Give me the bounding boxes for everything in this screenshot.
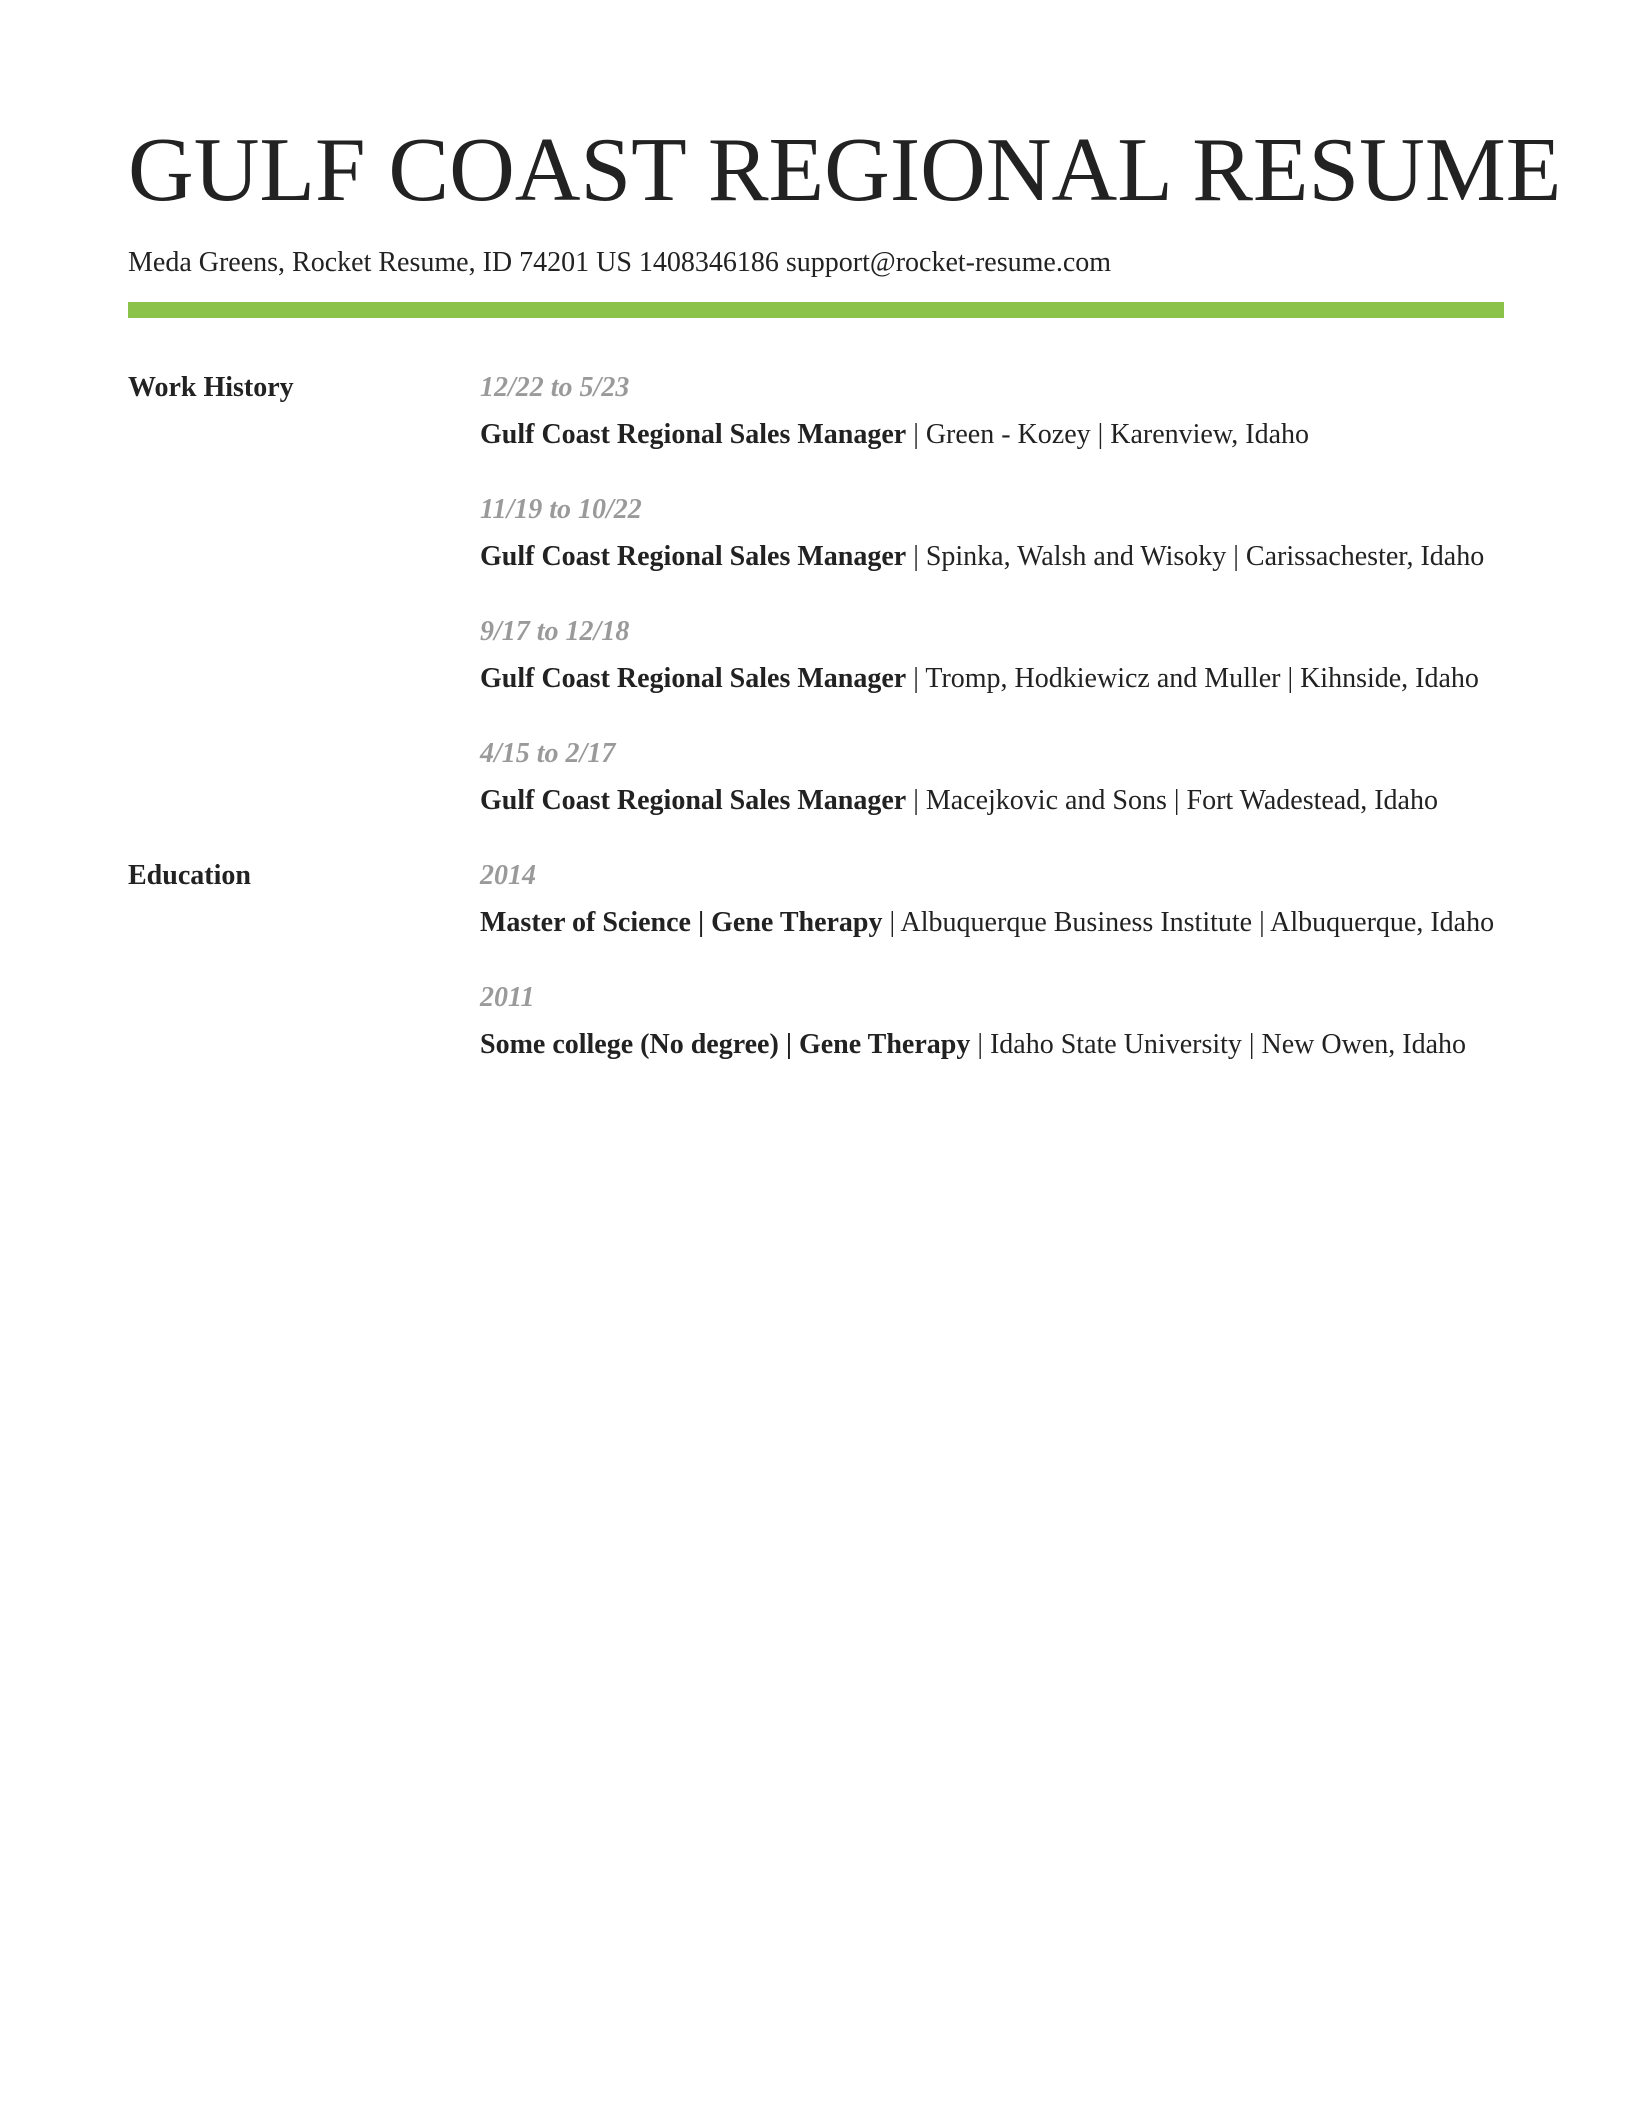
- education-entries: [480, 860, 1504, 1066]
- entry-line: [480, 780, 1504, 822]
- entry-title: Some college (No degree) | Gene Therapy: [480, 1029, 971, 1060]
- education-entry: [480, 982, 1504, 1066]
- entry-title: Gulf Coast Regional Sales Manager: [480, 419, 907, 450]
- resume-title: GULF COAST REGIONAL RESUME: [128, 119, 1562, 220]
- work-history-section: [128, 372, 1504, 822]
- entry-date: 11/19 to 10/22: [480, 494, 642, 525]
- entry-date: 2011: [480, 982, 535, 1013]
- entry-details: | Spinka, Walsh and Wisoky | Carissachester, Idaho: [906, 541, 1485, 572]
- entry-date: 2014: [480, 860, 536, 891]
- education-section: [128, 860, 1504, 1066]
- header-divider: [128, 302, 1504, 318]
- entry-date: 12/22 to 5/23: [480, 372, 630, 403]
- entry-title: Master of Science | Gene Therapy: [480, 907, 883, 938]
- education-entry: [480, 860, 1504, 944]
- entry-details: | Idaho State University | New Owen, Idaho: [970, 1029, 1467, 1060]
- entry-line: [480, 1024, 1504, 1066]
- entry-line: [480, 902, 1504, 944]
- entry-date: 4/15 to 2/17: [480, 738, 616, 769]
- entry-title: Gulf Coast Regional Sales Manager: [480, 785, 907, 816]
- entry-details: | Green - Kozey | Karenview, Idaho: [906, 419, 1309, 450]
- entry-details: | Macejkovic and Sons | Fort Wadestead, Idaho: [906, 785, 1438, 816]
- entry-title: Gulf Coast Regional Sales Manager: [480, 663, 907, 694]
- section-label-education: Education: [128, 860, 251, 891]
- entry-line: [480, 536, 1504, 578]
- work-entry: [480, 616, 1504, 700]
- resume-page: [128, 119, 1562, 1104]
- entry-details: | Tromp, Hodkiewicz and Muller | Kihnside, Idaho: [906, 663, 1479, 694]
- work-history-entries: [480, 372, 1504, 822]
- section-label-work-history: Work History: [128, 372, 294, 403]
- entry-line: [480, 658, 1504, 700]
- work-entry: [480, 494, 1504, 578]
- entry-title: Gulf Coast Regional Sales Manager: [480, 541, 907, 572]
- entry-line: [480, 414, 1504, 456]
- work-entry: [480, 372, 1504, 456]
- entry-date: 9/17 to 12/18: [480, 616, 630, 647]
- contact-info: Meda Greens, Rocket Resume, ID 74201 US 1408346186 support@rocket-resume.com: [128, 247, 1112, 278]
- resume-sections: [128, 372, 1504, 1066]
- entry-details: | Albuquerque Business Institute | Albuquerque, Idaho: [882, 907, 1495, 938]
- work-entry: [480, 738, 1504, 822]
